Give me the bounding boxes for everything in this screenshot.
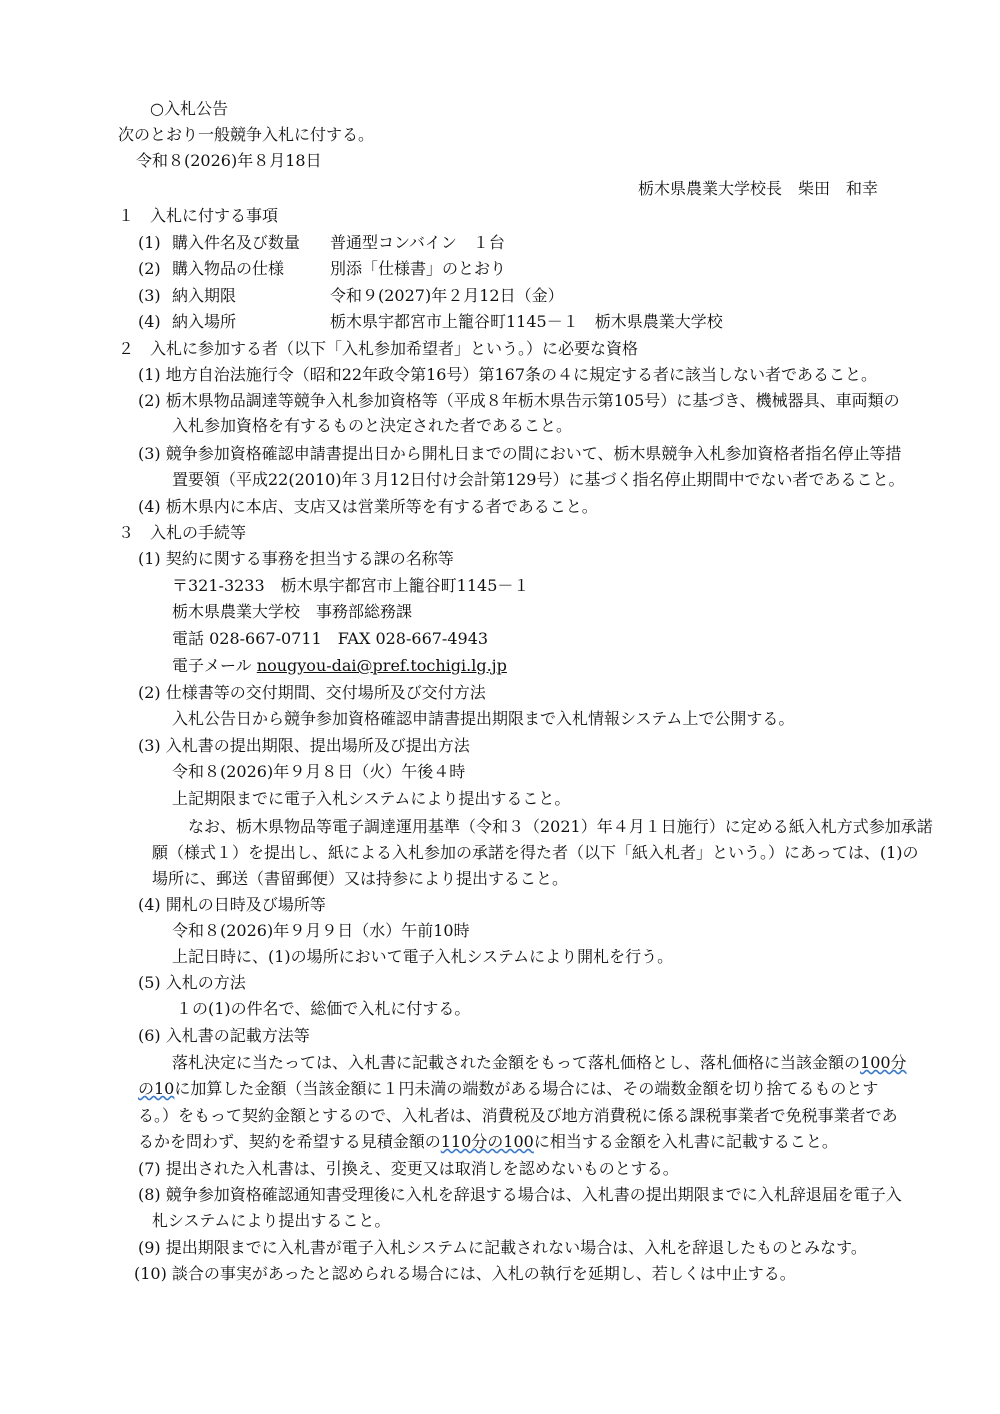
- section2-item-3: (3) 競争参加資格確認申請書提出日から開札日までの間において、栃木県競争入札参加資格者指名停止等措: [138, 444, 902, 463]
- bid-writing-text-part: 落札決定に当たっては、入札書に記載された金額をもって落札価格とし、落札価格に当該金額の: [172, 1053, 861, 1072]
- section3-item-4: (4) 開札の日時及び場所等: [138, 895, 326, 914]
- bid-writing-text-part: に相当する金額を入札書に記載すること。: [533, 1132, 838, 1151]
- section3-item-7: (7) 提出された入札書は、引換え、変更又は取消しを認めないものとする。: [138, 1159, 679, 1178]
- notice-date: 令和８(2026)年８月18日: [136, 151, 322, 170]
- submission-method: 上記期限までに電子入札システムにより提出すること。: [172, 789, 571, 808]
- tax-ratio-highlight: 110分の100: [440, 1132, 534, 1151]
- section1-item-value: 令和９(2027)年２月12日（金）: [330, 286, 564, 305]
- bid-writing-text: [172, 1050, 907, 1076]
- section3-heading: ３ 入札の手続等: [118, 523, 247, 542]
- section1-item-num: (1): [138, 233, 161, 252]
- tax-rate-highlight: 100分: [860, 1053, 907, 1072]
- bid-method-text: １の(1)の件名で、総価で入札に付する。: [176, 999, 471, 1018]
- section2-item-2-cont: 入札参加資格を有するものと決定された者であること。: [172, 416, 573, 435]
- section3-item-8-cont: 札システムにより提出すること。: [152, 1211, 391, 1230]
- bid-writing-text-part: るかを問わず、契約を希望する見積金額の: [138, 1132, 441, 1151]
- section3-item-9: (9) 提出期限までに入札書が電子入札システムに記載されない場合は、入札を辞退したものとみなす。: [138, 1238, 867, 1257]
- section1-item-value: 普通型コンバイン １台: [330, 233, 505, 252]
- issuer-name: 栃木県農業大学校長 柴田 和幸: [638, 179, 879, 198]
- section1-item-value: 別添「仕様書」のとおり: [330, 259, 507, 278]
- section3-item-5: (5) 入札の方法: [138, 973, 246, 992]
- section2-item-1: (1) 地方自治法施行令（昭和22年政令第16号）第167条の４に規定する者に該当しない者であること。: [138, 365, 878, 384]
- section1-item-label: 購入件名及び数量: [172, 233, 301, 252]
- notice-title: ○入札公告: [150, 99, 228, 118]
- section1-item-num: (2): [138, 259, 161, 278]
- paper-bid-text-cont: 願（様式１）を提出し、紙による入札参加の承諾を得た者（以下「紙入札者」という。）にあっては、(1)の: [152, 843, 919, 862]
- section3-item-2-text: 入札公告日から競争参加資格確認申請書提出期限まで入札情報システム上で公開する。: [172, 709, 795, 728]
- bid-writing-text-cont: [138, 1076, 878, 1102]
- paper-bid-text-cont: 場所に、郵送（書留郵便）又は持参により提出すること。: [152, 869, 569, 888]
- bid-writing-text-cont: [138, 1129, 838, 1155]
- section2-item-4: (4) 栃木県内に本店、支店又は営業所等を有する者であること。: [138, 497, 598, 516]
- office-phone: 電話 028-667-0711 FAX 028-667-4943: [172, 629, 489, 648]
- section1-heading: １ 入札に付する事項: [118, 206, 279, 225]
- section2-item-2: (2) 栃木県物品調達等競争入札参加資格等（平成８年栃木県告示第105号）に基づき、機械器具、車両類の: [138, 391, 900, 410]
- email-link[interactable]: nougyou-dai@pref.tochigi.lg.jp: [256, 656, 507, 675]
- section3-item-8: (8) 競争参加資格確認通知書受理後に入札を辞退する場合は、入札書の提出期限までに入札辞退届を電子入: [138, 1185, 902, 1204]
- section3-item-10: (10) 談合の事実があったと認められる場合には、入札の執行を延期し、若しくは中止する。: [134, 1264, 796, 1283]
- section1-item-label: 購入物品の仕様: [172, 259, 285, 278]
- intro-text: 次のとおり一般競争入札に付する。: [118, 125, 375, 144]
- section1-item-num: (4): [138, 312, 161, 331]
- office-email: [172, 653, 507, 679]
- section1-item-label: 納入場所: [172, 312, 237, 331]
- bid-writing-text-cont: る。）をもって契約金額とするので、入札者は、消費税及び地方消費税に係る課税事業者で免税事業者であ: [138, 1106, 898, 1125]
- section2-item-3-cont: 置要領（平成22(2010)年３月12日付け会計第129号）に基づく指名停止期間中でない者であること。: [172, 470, 905, 489]
- section3-item-6: (6) 入札書の記載方法等: [138, 1026, 310, 1045]
- paper-bid-text: なお、栃木県物品等電子調達運用基準（令和３（2021）年４月１日施行）に定める紙入札方式参加承諾: [188, 817, 933, 836]
- office-address: 〒321-3233 栃木県宇都宮市上籠谷町1145－１: [172, 576, 530, 595]
- office-department: 栃木県農業大学校 事務部総務課: [172, 602, 413, 621]
- section3-item-2: (2) 仕様書等の交付期間、交付場所及び交付方法: [138, 683, 486, 702]
- tax-rate-highlight: の10: [138, 1079, 175, 1098]
- section1-item-num: (3): [138, 286, 161, 305]
- email-label: 電子メール: [172, 656, 257, 675]
- section3-item-3: (3) 入札書の提出期限、提出場所及び提出方法: [138, 736, 470, 755]
- opening-datetime: 令和８(2026)年９月９日（水）午前10時: [172, 921, 470, 940]
- section2-heading: ２ 入札に参加する者（以下「入札参加希望者」という。）に必要な資格: [118, 339, 639, 358]
- bid-writing-text-part: に加算した金額（当該金額に１円未満の端数がある場合には、その端数金額を切り捨てるものとす: [174, 1079, 879, 1098]
- section3-item-1: (1) 契約に関する事務を担当する課の名称等: [138, 549, 454, 568]
- submission-deadline: 令和８(2026)年９月８日（火）午後４時: [172, 762, 466, 781]
- opening-text: 上記日時に、(1)の場所において電子入札システムにより開札を行う。: [172, 947, 674, 966]
- section1-item-label: 納入期限: [172, 286, 237, 305]
- section1-item-value: 栃木県宇都宮市上籠谷町1145－１ 栃木県農業大学校: [330, 312, 723, 331]
